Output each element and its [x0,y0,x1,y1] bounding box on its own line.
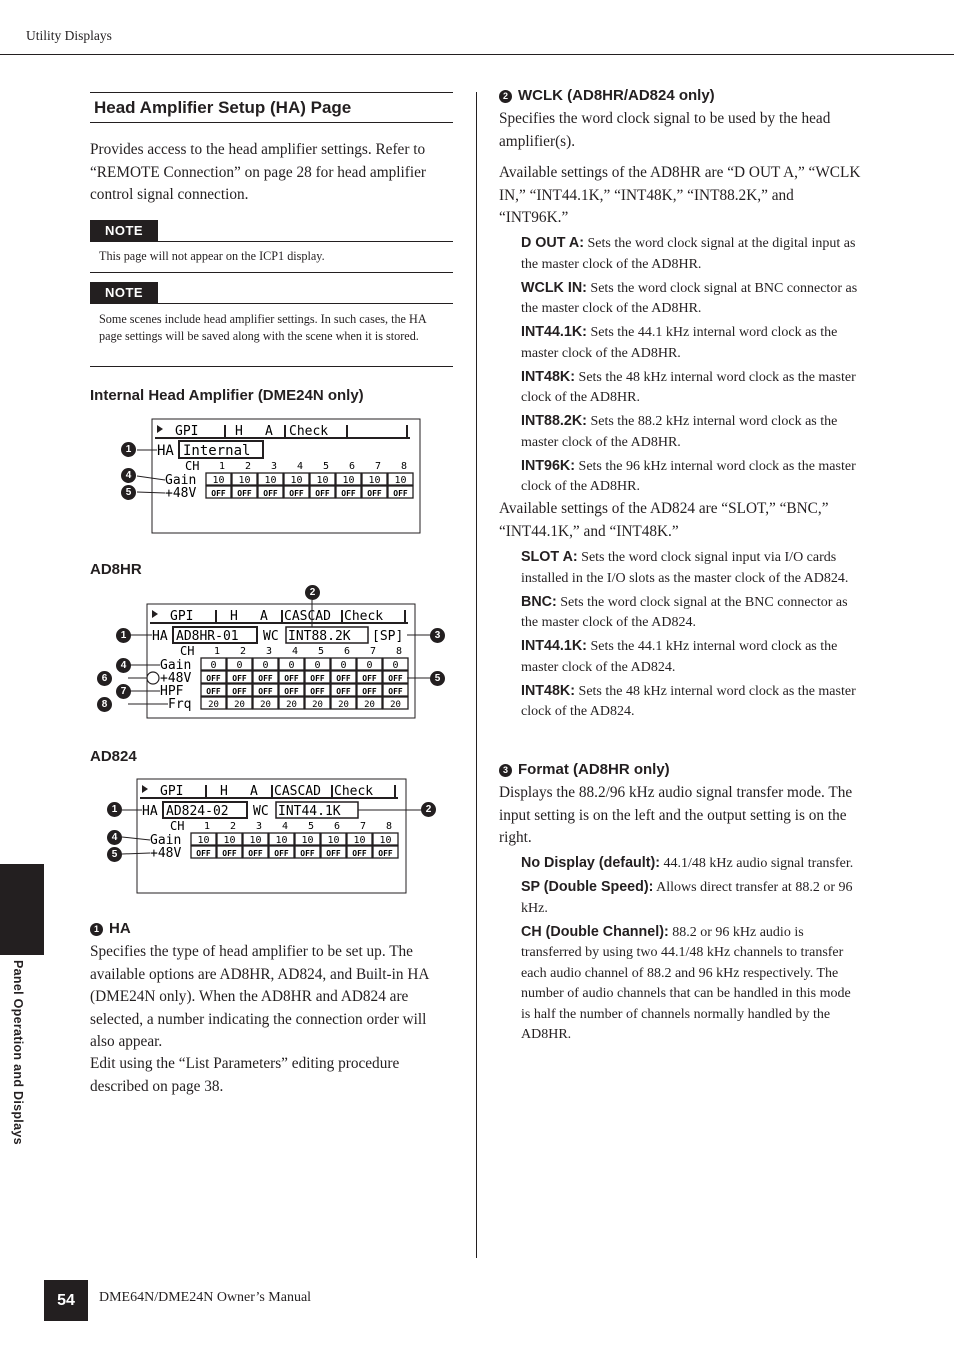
lcd-cell-value: OFF [222,849,237,858]
callout-7: 7 [116,684,131,699]
footer-manual-title: DME64N/DME24N Owner’s Manual [99,1290,312,1305]
lcd-ch-label: CH [185,459,200,473]
lcd-cell-value: OFF [388,687,403,696]
lcd-wc-value: INT88.2K [288,629,351,644]
lcd-cell-value: OFF [393,489,408,498]
lcd-format-value: [SP] [372,629,404,644]
lcd-ha-value: AD8HR-01 [176,629,239,644]
lcd-wc-label: WC [253,804,269,819]
figure-title-ad8hr: AD8HR [90,561,142,578]
lcd-cell-value: OFF [336,687,351,696]
section-ha-heading [90,920,131,937]
lcd-cell-value: OFF [367,489,382,498]
lcd-ch-label: CH [180,644,195,658]
lcd-cell-value: 0 [366,660,373,671]
lcd-channel-number: 2 [230,821,237,832]
callout-5: 5 [107,847,122,862]
section-ha-title: HA [109,920,131,937]
lcd-tab-h: H [235,424,243,439]
lcd-cell-value: OFF [206,674,221,683]
lcd-channel-number: 6 [344,646,351,657]
lcd-channel-number: 7 [360,821,367,832]
lcd-hpf-label: HPF [160,684,184,699]
lcd-cell-value: 10 [394,475,407,486]
callout-2: 2 [305,585,320,600]
lcd-tab-a: A [265,424,273,439]
lcd-cell-value: 0 [392,660,399,671]
note-rule [90,241,453,242]
lcd-channel-number: 8 [401,461,408,472]
lcd-cell-value: 10 [249,835,262,846]
lcd-cell-value: 10 [238,475,251,486]
lcd-cell-value: OFF [232,687,247,696]
lcd-cell-value: OFF [263,489,278,498]
note-badge: NOTE [90,282,158,303]
lcd-cell-value: 10 [264,475,277,486]
lcd-cell-value: OFF [196,849,211,858]
lcd-tab-cascad: CASCAD [284,609,331,624]
lcd-cell-value: 20 [338,700,349,710]
format-defs [521,853,863,1046]
lcd-tab-a: A [260,609,268,624]
lcd-tab-check: Check [344,609,384,624]
lcd-cell-value: 10 [379,835,392,846]
section-wclk-title: WCLK (AD8HR/AD824 only) [518,87,715,104]
intro-paragraph: Provides access to the head amplifier settings. Refer to “REMOTE Connection” on page 28 for head amplifier control signal connection. [90,141,427,203]
lcd-gain-label: Gain [150,833,182,848]
def-item: SLOT A: Sets the word clock signal input via I/O cards installed in the I/O slots as the master clock of the AD824. [521,549,849,586]
def-item: INT44.1K: Sets the 44.1 kHz internal word clock as the master clock of the AD8HR. [521,324,838,361]
lcd-cell-value: OFF [341,489,356,498]
section-number: 3 [499,764,512,777]
section-wclk-heading [499,87,715,104]
page-number: 54 [44,1280,88,1321]
lcd-cell-value: 0 [210,660,217,671]
callout-4: 4 [121,468,136,483]
lcd-cell-value: 0 [236,660,243,671]
lcd-tab-gpi: GPI [175,424,199,439]
title-rule-top [90,92,453,93]
lcd-tab-gpi: GPI [160,784,184,799]
lcd-tab-h: H [230,609,238,624]
lcd-cell-value: OFF [248,849,263,858]
lcd-channel-number: 1 [204,821,211,832]
lcd-cell-value: OFF [284,687,299,696]
lcd-cell-value: 0 [262,660,269,671]
column-divider [476,92,477,1258]
def-item: INT48K: Sets the 48 kHz internal word clock as the master clock of the AD8HR. [521,368,856,405]
lcd-cell-value: 10 [197,835,210,846]
lcd-channel-number: 8 [386,821,393,832]
lcd-channel-number: 1 [219,461,226,472]
lcd-cell-value: 20 [390,700,401,710]
lcd-ha-label: HA [152,629,168,644]
lcd-cell-value: 20 [234,700,245,710]
lcd-cell-value: 10 [342,475,355,486]
def-item: WCLK IN: Sets the word clock signal at BNC connector as the master clock of the AD8HR. [521,279,858,316]
lcd-channel-number: 5 [318,646,325,657]
lcd-48v-label: +48V [150,846,182,861]
lcd-cell-value: 10 [316,475,329,486]
note-text: Some scenes include head amplifier settings. In such cases, the HA page settings will be saved along with the scene when it is stored. [99,312,426,343]
lcd-cell-value: OFF [362,687,377,696]
callout-8: 8 [97,697,112,712]
lcd-cell-value: OFF [336,674,351,683]
lcd-ad8hr-figure [110,600,450,722]
section-format-heading [499,761,670,778]
side-tab-label: Panel Operation and Displays [11,960,25,1145]
lcd-cell-value: OFF [211,489,226,498]
section-number: 2 [499,90,512,103]
side-tab-marker [0,864,44,955]
lcd-channel-number: 6 [349,461,356,472]
lcd-internal-figure [115,417,425,537]
ha-body: Specifies the type of head amplifier to be set up. The available options are AD8HR, AD824, and Built-in HA (DME24N only). When the AD8HR and AD824 are selected, a number indicating the connection order will also appear. [90,943,429,1050]
def-item: D OUT A: Sets the word clock signal at the digital input as the master clock of the AD8HR. [521,235,856,272]
callout-1: 1 [107,802,122,817]
lcd-48v-label: +48V [165,486,197,501]
callout-1: 1 [121,442,136,457]
lcd-cell-value: OFF [378,849,393,858]
lcd-cell-value: OFF [206,687,221,696]
lcd-cell-value: OFF [300,849,315,858]
callout-4: 4 [116,658,131,673]
lcd-wc-value: INT44.1K [278,804,341,819]
note-text: This page will not appear on the ICP1 display. [99,249,325,263]
lcd-ha-label: HA [142,804,158,819]
lcd-cell-value: 20 [260,700,271,710]
lcd-cell-value: 10 [368,475,381,486]
lcd-cell-value: 20 [312,700,323,710]
lcd-gain-label: Gain [165,473,197,488]
lcd-frq-label: Frq [168,697,192,712]
lcd-channel-number: 3 [266,646,273,657]
lcd-ch-label: CH [170,819,185,833]
lcd-wc-label: WC [263,629,279,644]
lcd-cell-value: OFF [310,674,325,683]
lcd-channel-number: 2 [245,461,252,472]
lcd-channel-number: 6 [334,821,341,832]
def-item: INT44.1K: Sets the 44.1 kHz internal word clock as the master clock of the AD824. [521,638,838,675]
lcd-cell-value: OFF [284,674,299,683]
lcd-channel-number: 4 [282,821,289,832]
lcd-cell-value: OFF [315,489,330,498]
lcd-channel-number: 8 [396,646,403,657]
callout-1: 1 [116,628,131,643]
header-rule [0,54,954,55]
lcd-channel-number: 5 [323,461,330,472]
lcd-cell-value: 20 [286,700,297,710]
lcd-cell-value: 20 [364,700,375,710]
lcd-gain-label: Gain [160,658,192,673]
lcd-cell-value: 20 [208,700,219,710]
def-item: No Display (default): 44.1/48 kHz audio signal transfer. [521,855,854,871]
wclk-body: Specifies the word clock signal to be used by the head amplifier(s). [499,110,831,150]
ad824-avail: Available settings of the AD824 are “SLOT,” “BNC,” “INT44.1K,” and “INT48K.” [499,500,829,540]
lcd-channel-number: 1 [214,646,221,657]
page-title: Head Amplifier Setup (HA) Page [94,98,352,117]
lcd-cell-value: OFF [352,849,367,858]
lcd-cell-value: OFF [237,489,252,498]
section-format-title: Format (AD8HR only) [518,761,670,778]
lcd-ha-value: Internal [183,443,251,459]
lcd-channel-number: 4 [297,461,304,472]
note-rule [90,303,453,304]
def-item: INT48K: Sets the 48 kHz internal word clock as the master clock of the AD824. [521,682,856,719]
def-item: INT96K: Sets the 96 kHz internal word clock as the master clock of the AD8HR. [521,457,856,494]
lcd-cell-value: 10 [275,835,288,846]
def-item: SP (Double Speed): Allows direct transfer at 88.2 or 96 kHz. [521,879,853,916]
callout-5: 5 [121,485,136,500]
ad8hr-defs [521,233,863,498]
lcd-channel-number: 3 [256,821,263,832]
lcd-ha-value: AD824-02 [166,804,229,819]
lcd-channel-number: 2 [240,646,247,657]
lcd-cell-value: 10 [353,835,366,846]
lcd-cell-value: OFF [258,687,273,696]
note-rule [90,272,453,273]
note-rule [90,366,453,367]
lcd-channel-number: 7 [375,461,382,472]
lcd-channel-number: 7 [370,646,377,657]
lcd-cell-value: 10 [212,475,225,486]
lcd-cell-value: OFF [232,674,247,683]
lcd-tab-a: A [250,784,258,799]
lcd-channel-number: 4 [292,646,299,657]
lcd-48v-label: +48V [160,671,192,686]
lcd-cell-value: 10 [223,835,236,846]
figure-title-ad824: AD824 [90,748,137,765]
def-item: INT88.2K: Sets the 88.2 kHz internal word clock as the master clock of the AD8HR. [521,413,838,450]
lcd-tab-check: Check [334,784,374,799]
lcd-cell-value: 0 [288,660,295,671]
title-rule-bottom [90,122,453,123]
lcd-cell-value: OFF [362,674,377,683]
lcd-cell-value: OFF [326,849,341,858]
lcd-cell-value: 10 [301,835,314,846]
callout-5: 5 [430,671,445,686]
callout-2: 2 [421,802,436,817]
ha-body-2: Edit using the “List Parameters” editing procedure described on page 38. [90,1055,400,1095]
callout-6: 6 [97,671,112,686]
lcd-tab-check: Check [289,424,329,439]
lcd-cell-value: OFF [310,687,325,696]
lcd-tab-gpi: GPI [170,609,194,624]
lcd-channel-number: 5 [308,821,315,832]
lcd-cell-value: 0 [314,660,321,671]
format-body: Displays the 88.2/96 kHz audio signal transfer mode. The input setting is on the left and the output setting is on the right. [499,784,853,846]
lcd-cell-value: OFF [388,674,403,683]
ad8hr-avail: Available settings of the AD8HR are “D OUT A,” “WCLK IN,” “INT44.1K,” “INT48K,” “INT88.2K,” and “INT96K.” [499,164,861,226]
section-number: 1 [90,923,103,936]
note-badge: NOTE [90,220,158,241]
def-item: BNC: Sets the word clock signal at the BNC connector as the master clock of the AD824. [521,593,848,630]
lcd-cell-value: OFF [289,489,304,498]
lcd-tab-cascad: CASCAD [274,784,321,799]
lcd-tab-h: H [220,784,228,799]
lcd-cell-value: 10 [327,835,340,846]
def-item: CH (Double Channel): 88.2 or 96 kHz audio is transferred by using two 44.1/48 kHz channels to transfer each audio channel of 88.2 and 96 kHz respectively. The number of audio channels that can be handled in this mode is half the number of channels normally handled by the AD8HR. [521,923,851,1042]
lcd-ad824-figure [100,776,440,896]
lcd-cell-value: OFF [258,674,273,683]
callout-3: 3 [430,628,445,643]
callout-4: 4 [107,830,122,845]
running-header: Utility Displays [26,28,112,43]
lcd-channel-number: 3 [271,461,278,472]
lcd-cell-value: 0 [340,660,347,671]
figure-title-internal: Internal Head Amplifier (DME24N only) [90,387,364,404]
lcd-ha-label: HA [157,443,174,459]
lcd-cell-value: OFF [274,849,289,858]
ad824-defs [521,547,863,723]
lcd-cell-value: 10 [290,475,303,486]
